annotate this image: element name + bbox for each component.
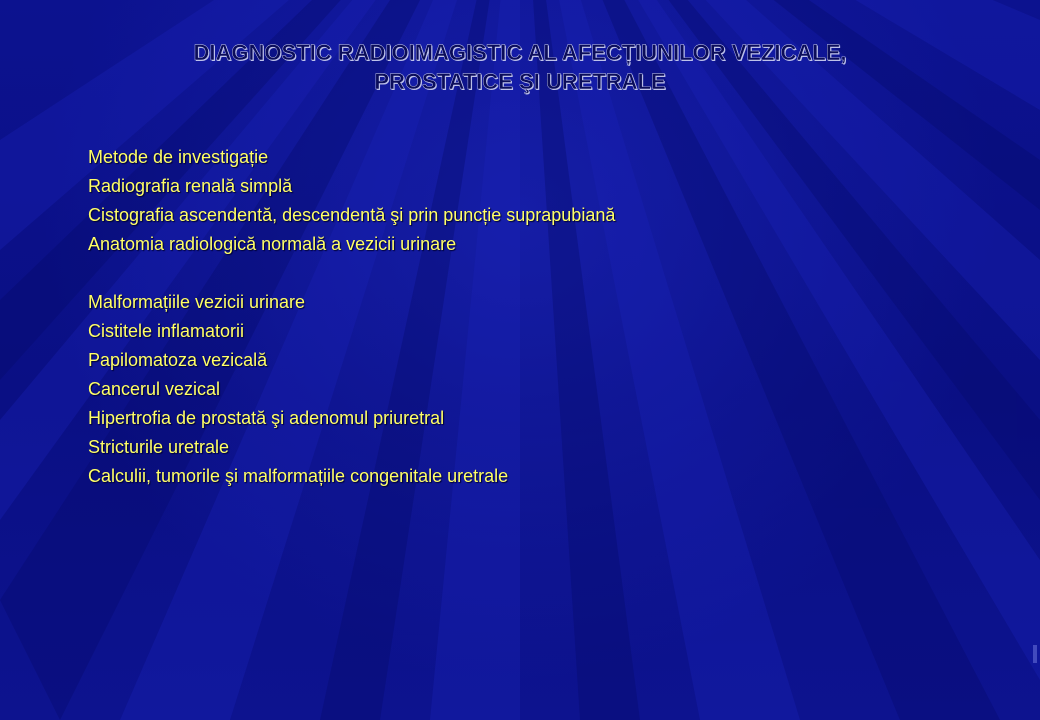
- list-item: Hipertrofia de prostată şi adenomul priuretral: [88, 408, 445, 428]
- list-item: Anatomia radiologică normală a vezicii urinare: [88, 234, 457, 254]
- list-item: Radiografia renală simplă: [88, 176, 293, 196]
- list-item: Metode de investigație: [88, 147, 269, 167]
- list-item: Stricturile uretrale: [88, 437, 230, 457]
- slide-title: [60, 38, 980, 96]
- title-line-1: DIAGNOSTIC RADIOIMAGISTIC AL AFECȚIUNILOR VEZICALE,: [193, 40, 847, 65]
- list-item: Calculii, tumorile şi malformațiile congenitale uretrale: [88, 466, 509, 486]
- list-spacer: [88, 259, 988, 288]
- list-item: Papilomatoza vezicală: [88, 350, 268, 370]
- list-item: Cistitele inflamatorii: [88, 321, 245, 341]
- topic-list: [88, 143, 988, 491]
- list-item: Cancerul vezical: [88, 379, 221, 399]
- edge-mark: [1033, 645, 1037, 663]
- list-item: Malformațiile vezicii urinare: [88, 292, 306, 312]
- list-item: Cistografia ascendentă, descendentă şi prin puncție suprapubiană: [88, 205, 616, 225]
- title-line-2: PROSTATICE ŞI URETRALE: [374, 69, 666, 94]
